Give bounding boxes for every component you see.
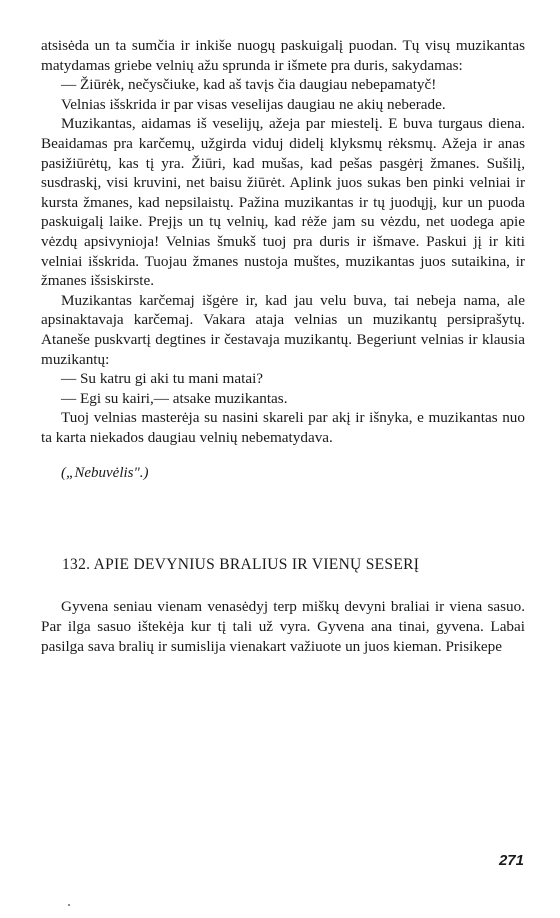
dialogue-line-3: — Egi su kairi,— atsake muzikantas. [61,389,288,407]
next-story-paragraph: Gyvena seniau vienam venasėdyj terp miškų devyni braliai ir viena sasuo. Par ilga sasuo ištekėja kur tį tali už vyra. Gyvena ana tinai, gyvena. Labai pasilga sava bralių ir sumislija vienakart važiuote un juos kieman. Prisikepe [41,598,525,655]
story-paragraph-2: Velnias išskrida ir par visas veselijas daugiau ne akių neberade. [61,95,446,113]
story-paragraph-3: Muzikantas, aidamas iš veselijų, ažeja par miestelį. E buva turgaus diena. Beaidamas pra karčemų, užgirda viduj didelį klyksmų rėksmų. Ažeja ir anas pasižiūrėtų, kas tį yra. Žiūri, kad mušas, kad pešas pasgėrį žmanes. Sušilį, susdraskį, visi kruvini, net baisu žiūrėt. Aplink juos sukas ben pinki velniai ir kursta žmanes, kad nepsilaistų. Pažina muzikantas ir tų juodųjį, kur un puoda paskuigalį laike. Prejįs un tų velnių, kad rėže jam su vėzdu, net uodega apie vėzdų apsivynioja! Velnias šmukš tuoj pra duris ir išmave. Paskui jį ir kiti velniai išskrida. Tuojau žmanes nustoja muštes, muzikantas juos sutaikina, ir žmanes išsiskirste. [41,115,525,290]
story-heading: 132. APIE DEVYNIUS BRALIUS IR VIENŲ SESERĮ [62,556,420,574]
dialogue-line-2: — Su katru gi aki tu mani matai? [61,370,264,388]
source-note: („Nebuvėlis".) [61,465,149,482]
story-paragraph-5: Tuoj velnias masterėja su nasini skareli par akį ir išnyka, e muzikantas nuo ta karta niekados daugiau velnių nebematydava. [41,409,525,446]
book-page [41,36,525,656]
dialogue-line-1: — Žiūrėk, nečysčiuke, kad aš tavįs čia daugiau nebepamatyč! [61,76,437,94]
print-speck [68,904,70,906]
story-paragraph-4: Muzikantas karčemaj išgėre ir, kad jau velu buva, tai nebeja nama, ale apsinaktavaja karčemaj. Vakara ataja velnias un muzikantų persiprašytų. Ataneše puskvartį degtines ir čestavaja muzikantų. Begeriunt velnias ir klausia muzikantų: [41,291,525,368]
story-paragraph-1: atsisėda un ta sumčia ir inkiše nuogų paskuigalį puodan. Tų visų muzikantas matydamas griebe velnių ažu sprunda ir išmete pra duris, sakydamas: [41,37,525,74]
page-number: 271 [498,852,524,869]
